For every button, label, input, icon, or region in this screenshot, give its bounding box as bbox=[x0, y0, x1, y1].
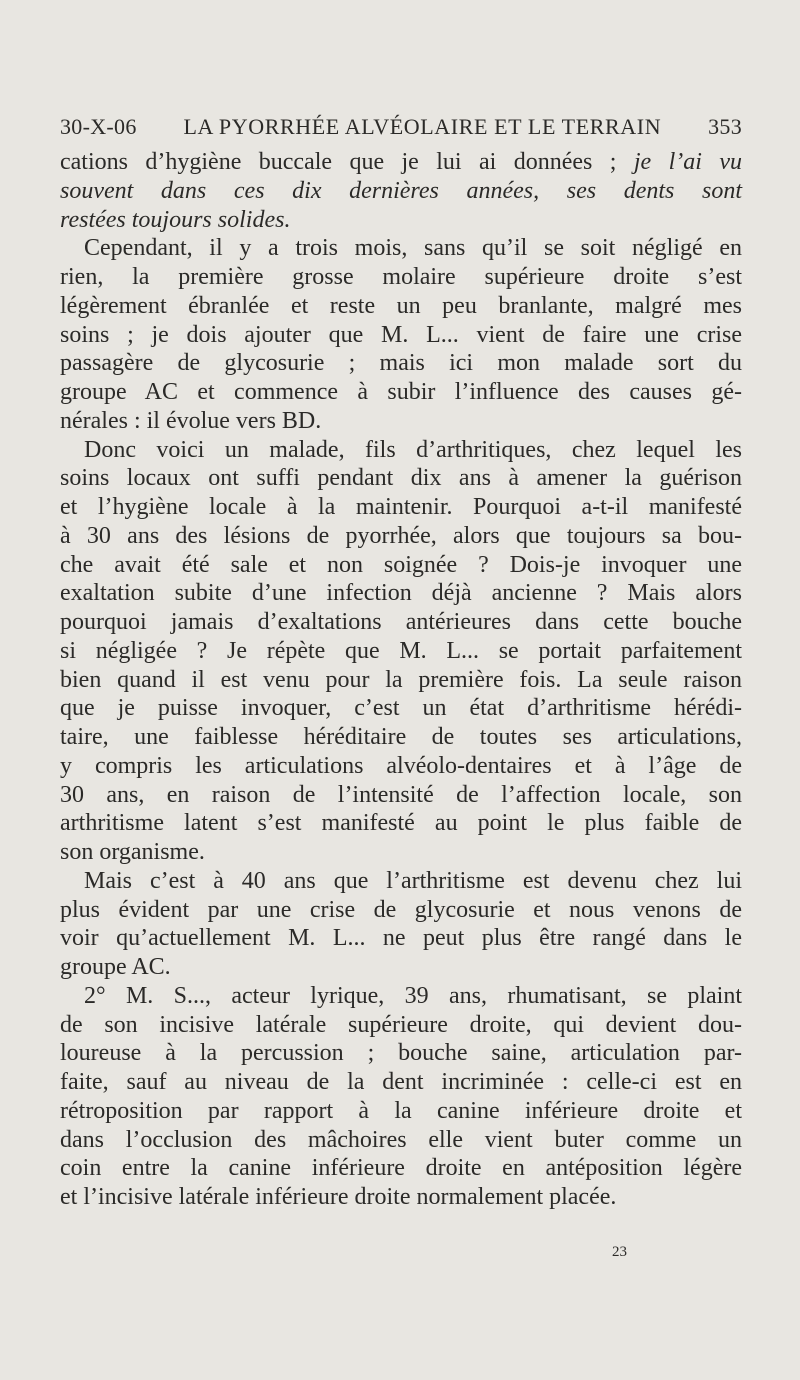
page-number: 353 bbox=[708, 114, 742, 139]
text-segment: coin entre la canine inférieure droite en antéposition légère bbox=[60, 1155, 742, 1182]
text-segment: rétroposition par rapport à la canine inférieure droite et bbox=[60, 1097, 742, 1124]
text-segment: plus évident par une crise de glycosurie et nous venons de bbox=[60, 896, 742, 923]
text-line bbox=[60, 1068, 742, 1097]
text-segment: bien quand il est venu pour la première fois. La seule raison bbox=[60, 666, 742, 693]
text-line bbox=[60, 953, 742, 982]
text-segment: taire, une faiblesse héréditaire de toutes ses articulations, bbox=[60, 724, 742, 750]
text-line bbox=[60, 579, 742, 608]
text-segment: à 30 ans des lésions de pyorrhée, alors que toujours sa bou- bbox=[60, 522, 742, 549]
text-segment: rien, la première grosse molaire supérieure droite s’est bbox=[60, 264, 742, 290]
text-line bbox=[60, 292, 742, 321]
text-segment: exaltation subite d’une infection déjà ancienne ? Mais alors bbox=[60, 580, 742, 607]
text-segment: légèrement ébranlée et reste un peu branlante, malgré mes bbox=[60, 292, 742, 319]
text-line bbox=[60, 781, 742, 810]
text-segment: 2° M. S..., acteur lyrique, 39 ans, rhumatisant, se plaint bbox=[84, 982, 742, 1009]
text-segment: cations d’hygiène buccale que je lui ai données ; bbox=[60, 149, 634, 175]
text-line bbox=[60, 1154, 742, 1183]
text-segment: groupe AC. bbox=[60, 954, 171, 980]
text-segment: et l’incisive latérale inférieure droite normalement placée. bbox=[60, 1184, 617, 1210]
text-segment: de son incisive latérale supérieure droite, qui devient dou- bbox=[60, 1011, 742, 1038]
text-segment: et l’hygiène locale à la maintenir. Pourquoi a-t-il manifesté bbox=[60, 494, 742, 520]
text-line bbox=[60, 1126, 742, 1155]
text-segment: groupe AC et commence à subir l’influence des causes gé- bbox=[60, 379, 742, 405]
text-segment: dans l’occlusion des mâchoires elle vient buter comme un bbox=[60, 1126, 742, 1153]
text-line bbox=[60, 723, 742, 752]
text-segment: que je puisse invoquer, c’est un état d’arthritisme hérédi- bbox=[60, 695, 742, 722]
text-segment: 30 ans, en raison de l’intensité de l’affection locale, son bbox=[60, 781, 742, 808]
text-line bbox=[60, 1039, 742, 1068]
text-line bbox=[60, 464, 742, 493]
text-segment: son organisme. bbox=[60, 839, 205, 865]
text-line bbox=[60, 1011, 742, 1040]
text-line bbox=[60, 608, 742, 637]
italic-segment: restées toujours solides. bbox=[60, 206, 291, 233]
text-segment: Mais c’est à 40 ans que l’arthritisme est devenu chez lui bbox=[84, 867, 742, 894]
text-line bbox=[60, 838, 742, 867]
text-line bbox=[60, 637, 742, 666]
text-line bbox=[60, 378, 742, 407]
text-segment: soins ; je dois ajouter que M. L... vient de faire une crise bbox=[60, 321, 742, 348]
text-line bbox=[60, 1097, 742, 1126]
text-line bbox=[60, 206, 742, 235]
text-line bbox=[60, 867, 742, 896]
text-segment: loureuse à la percussion ; bouche saine, articulation par- bbox=[60, 1040, 742, 1067]
text-line bbox=[60, 924, 742, 953]
body-text bbox=[60, 148, 742, 1212]
text-line bbox=[60, 982, 742, 1011]
text-segment: voir qu’actuellement M. L... ne peut plus être rangé dans le bbox=[60, 925, 742, 952]
text-line bbox=[60, 436, 742, 465]
signature-mark: 23 bbox=[612, 1244, 627, 1260]
italic-segment: je l’ai vu bbox=[633, 149, 742, 175]
text-line bbox=[60, 551, 742, 580]
text-line bbox=[60, 522, 742, 551]
text-line bbox=[60, 694, 742, 723]
text-line bbox=[60, 666, 742, 695]
text-segment: soins locaux ont suffi pendant dix ans à amener la guérison bbox=[60, 465, 742, 492]
text-line bbox=[60, 407, 742, 436]
text-segment: che avait été sale et non soignée ? Dois-je invoquer une bbox=[60, 551, 742, 578]
header-title: LA PYORRHÉE ALVÉOLAIRE ET LE TERRAIN bbox=[183, 114, 662, 139]
text-line bbox=[60, 349, 742, 378]
text-line bbox=[60, 493, 742, 522]
text-segment: y compris les articulations alvéolo-dentaires et à l’âge de bbox=[60, 752, 742, 779]
text-segment: nérales : il évolue vers BD. bbox=[60, 407, 322, 434]
running-header bbox=[60, 114, 742, 140]
text-segment: Cependant, il y a trois mois, sans qu’il se soit négligé en bbox=[84, 235, 742, 262]
text-segment: passagère de glycosurie ; mais ici mon malade sort du bbox=[60, 350, 742, 377]
text-segment: pourquoi jamais d’exaltations antérieures dans cette bouche bbox=[60, 609, 742, 635]
text-line bbox=[60, 148, 742, 177]
text-line bbox=[60, 177, 742, 206]
text-line bbox=[60, 809, 742, 838]
italic-segment: souvent dans ces dix dernières années, ses dents sont bbox=[60, 177, 742, 204]
text-segment: faite, sauf au niveau de la dent incriminée : celle-ci est en bbox=[60, 1069, 742, 1095]
text-line bbox=[60, 234, 742, 263]
text-segment: Donc voici un malade, fils d’arthritiques, chez lequel les bbox=[84, 436, 742, 463]
text-segment: arthritisme latent s’est manifesté au point le plus faible de bbox=[60, 810, 742, 837]
text-segment: si négligée ? Je répète que M. L... se portait parfaitement bbox=[60, 637, 742, 664]
text-line bbox=[60, 752, 742, 781]
header-date: 30-X-06 bbox=[60, 114, 137, 139]
text-line bbox=[60, 263, 742, 292]
text-line bbox=[60, 1183, 742, 1212]
text-line bbox=[60, 321, 742, 350]
text-line bbox=[60, 896, 742, 925]
